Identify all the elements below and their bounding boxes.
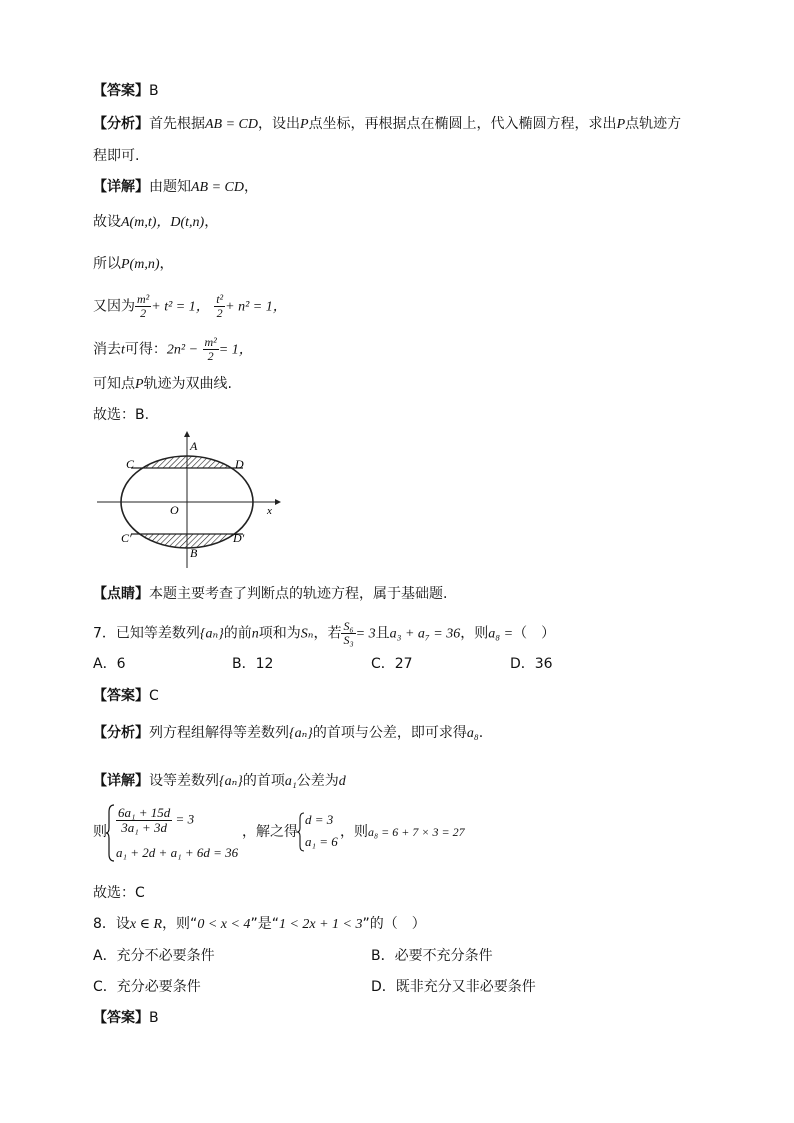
left-brace-2 xyxy=(297,812,305,852)
q8-option-a: A．充分不必要条件 xyxy=(93,948,215,964)
text: 可知点 xyxy=(93,376,135,392)
denominator: S₃ xyxy=(343,633,354,647)
text: ”的（ ） xyxy=(362,916,426,932)
math: a₈ = 6 + 7 × 3 = 27 xyxy=(368,825,465,839)
answer-tag: 【答案】 xyxy=(93,1010,149,1026)
fraction xyxy=(135,293,151,320)
result-text xyxy=(340,822,465,842)
text: 且 xyxy=(375,625,390,642)
math: x ∈ R xyxy=(129,917,163,932)
solve-text: ，解之得 xyxy=(242,824,298,840)
math: P xyxy=(135,377,144,392)
q7-option-a: A．6 xyxy=(93,656,126,672)
q7-option-d: D．36 xyxy=(510,656,553,672)
text: 的首项与公差，即可求得 xyxy=(312,725,467,741)
q6-detail-line2 xyxy=(93,212,218,233)
text: 又因为 xyxy=(93,298,135,315)
text: 的前 xyxy=(223,625,252,642)
math: t xyxy=(121,342,125,358)
math: = 1， xyxy=(218,342,253,358)
math: {aₙ} xyxy=(219,774,243,789)
q8-option-d: D．既非充分又非必要条件 xyxy=(371,979,536,995)
label-x: x xyxy=(267,505,272,517)
answer-tag: 【答案】 xyxy=(93,688,149,704)
denominator: 2 xyxy=(216,306,223,320)
math: a₈ = xyxy=(488,626,514,642)
math: 1 < 2x + 1 < 3 xyxy=(278,917,363,932)
q7-detail-line xyxy=(93,771,346,792)
text: 7．已知等差数列 xyxy=(93,625,200,642)
math: + t² = 1， xyxy=(151,299,210,315)
text: ， xyxy=(204,214,219,230)
solution-d: d = 3 xyxy=(305,812,334,827)
q7-system-then: 则 xyxy=(93,824,107,840)
text: ，则 xyxy=(460,625,489,642)
math: a₁ xyxy=(284,774,297,789)
text: 可得： xyxy=(124,341,167,358)
denominator: 3a₁ + 3d xyxy=(121,820,168,835)
fraction xyxy=(341,620,355,647)
text: 故设 xyxy=(93,214,121,230)
math: AB = CD xyxy=(191,180,244,195)
text: 8．设 xyxy=(93,916,130,932)
fraction xyxy=(203,336,219,363)
text: ， xyxy=(159,256,174,272)
left-brace xyxy=(106,804,116,862)
answer-value: C xyxy=(149,688,159,704)
answer-value: B xyxy=(149,1010,159,1026)
label-d: D xyxy=(235,457,244,471)
analysis-tag: 【分析】 xyxy=(93,116,149,132)
label-o: O xyxy=(170,503,179,517)
comment-tag: 【点睛】 xyxy=(93,586,149,602)
q7-answer-line xyxy=(93,686,159,706)
q7-choose: 故选：C xyxy=(93,885,145,901)
text: ，则“ xyxy=(162,916,198,932)
numerator: 6a₁ + 15d xyxy=(118,805,171,820)
math: 0 < x < 4 xyxy=(197,917,251,932)
math: A(m,t)，D(t,n) xyxy=(121,215,205,230)
math: a₃ + a₇ = 36 xyxy=(389,626,461,642)
math: P xyxy=(616,117,626,132)
q8-answer-line xyxy=(93,1008,159,1028)
math: {aₙ} xyxy=(289,726,313,741)
q6-detail-line3 xyxy=(93,254,174,275)
answer-value: B xyxy=(149,83,159,99)
y-axis-arrow xyxy=(184,431,190,437)
text: （ ） xyxy=(513,625,556,642)
text: ，若 xyxy=(313,625,342,642)
text: ， xyxy=(244,179,258,195)
text: 消去 xyxy=(93,341,121,358)
math: {aₙ} xyxy=(199,626,224,642)
numerator: t² xyxy=(216,292,224,306)
numerator: S₆ xyxy=(343,619,354,633)
q6-detail-line5 xyxy=(93,336,253,363)
text: 设等差数列 xyxy=(149,773,219,789)
math: = 3 xyxy=(175,811,195,827)
label-a: A xyxy=(190,439,198,453)
label-c: C xyxy=(126,457,135,471)
q7-analysis-line xyxy=(93,723,483,744)
label-d2: D′ xyxy=(233,531,245,545)
label-b: B xyxy=(190,546,198,560)
q7-option-b: B．12 xyxy=(232,656,274,672)
solution-a1: a₁ = 6 xyxy=(305,834,338,849)
detail-tag: 【详解】 xyxy=(93,773,149,789)
math: P(m,n) xyxy=(121,257,160,272)
q6-detail-line6 xyxy=(93,374,232,395)
math: + n² = 1， xyxy=(225,299,287,315)
math: Sₙ xyxy=(300,626,314,642)
q6-comment-line xyxy=(93,584,447,604)
q6-detail-line1 xyxy=(93,177,258,198)
analysis-tag: 【分析】 xyxy=(93,725,149,741)
q6-analysis-line2: 程即可. xyxy=(93,148,140,164)
math: 2n² − xyxy=(166,342,199,358)
text: 的首项 xyxy=(242,773,285,789)
system-eq2: a₁ + 2d + a₁ + 6d = 36 xyxy=(116,845,239,860)
text: 点轨迹方 xyxy=(625,116,682,132)
label-c2: C′ xyxy=(121,531,132,545)
system-eq1 xyxy=(116,806,194,835)
q8-option-b: B．必要不充分条件 xyxy=(371,948,493,964)
math: a₈ xyxy=(466,726,479,741)
ellipse-figure xyxy=(93,430,283,570)
text: 列方程组解得等差数列 xyxy=(149,725,289,741)
fraction xyxy=(214,293,225,320)
math: n xyxy=(251,626,259,642)
text: 由题知 xyxy=(149,179,191,195)
detail-tag: 【详解】 xyxy=(93,179,149,195)
denominator: 2 xyxy=(207,349,214,363)
text: 所以 xyxy=(93,256,121,272)
math: = 3 xyxy=(355,626,376,642)
answer-tag: 【答案】 xyxy=(93,83,149,99)
text: . xyxy=(478,725,484,741)
text: 轨迹为双曲线. xyxy=(143,376,233,392)
text: 首先根据 xyxy=(149,116,205,132)
fraction xyxy=(116,806,172,835)
q8-option-c: C．充分必要条件 xyxy=(93,979,201,995)
q7-option-c: C．27 xyxy=(371,656,413,672)
text: 项和为 xyxy=(258,625,301,642)
numerator: m² xyxy=(137,292,150,306)
q8-stem xyxy=(93,914,426,935)
math: d xyxy=(338,774,346,789)
text: ，则 xyxy=(340,824,368,840)
math: AB = CD xyxy=(205,117,258,132)
text: ，设出 xyxy=(258,116,300,132)
text: ”是“ xyxy=(250,916,279,932)
text: 点坐标，再根据点在椭圆上，代入椭圆方程，求出 xyxy=(308,116,617,132)
q6-answer-line xyxy=(93,81,159,101)
denominator: 2 xyxy=(140,306,147,320)
math: P xyxy=(300,117,309,132)
x-axis-arrow xyxy=(275,499,281,505)
q6-analysis-line xyxy=(93,114,681,135)
text: 本题主要考查了判断点的轨迹方程，属于基础题. xyxy=(149,586,448,602)
numerator: m² xyxy=(204,335,217,349)
q6-choose: 故选：B. xyxy=(93,407,150,423)
q7-stem xyxy=(93,620,555,647)
text: 公差为 xyxy=(296,773,339,789)
q6-detail-line4 xyxy=(93,293,287,320)
